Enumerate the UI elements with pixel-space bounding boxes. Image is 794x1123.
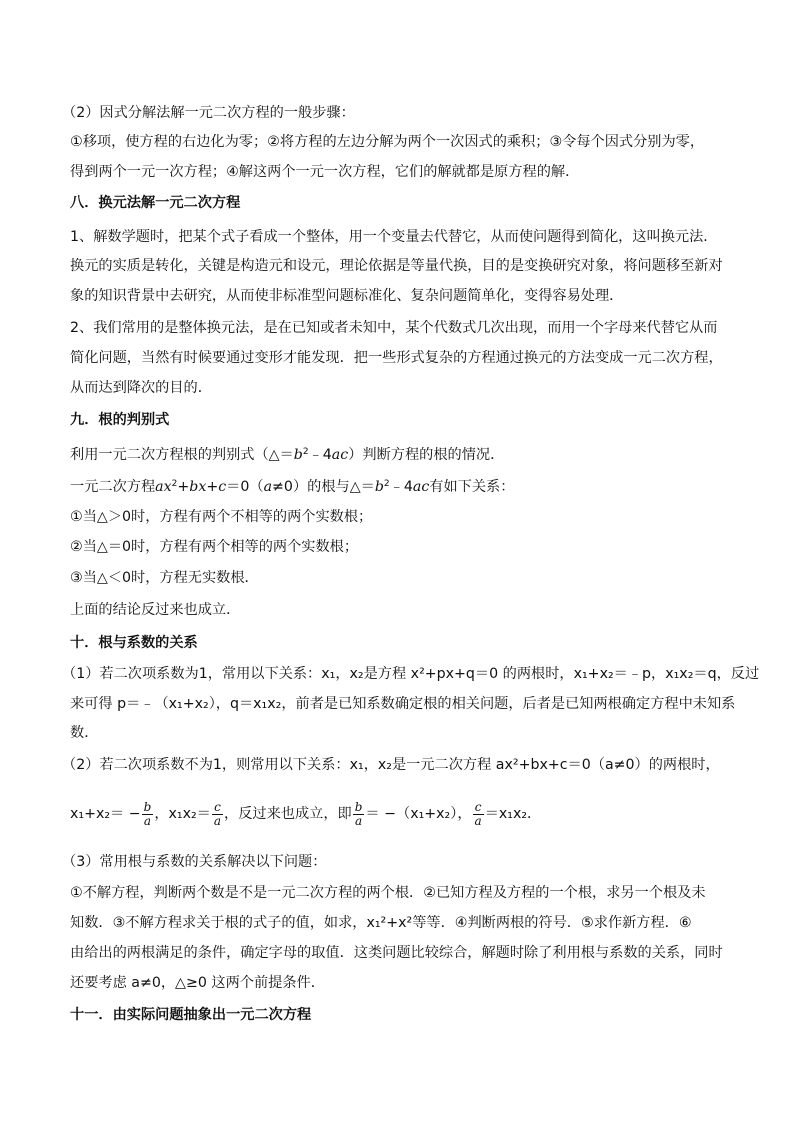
paragraph-line: 来可得 p＝﹣（x₁+x₂），q＝x₁x₂，前者是已知系数确定根的相关问题，后者是已知两根确定方程中未知系 <box>70 696 736 712</box>
paragraph-line: 象的知识背景中去研究，从而使非标准型问题标准化、复杂问题简单化，变得容易处理． <box>70 288 624 304</box>
numerator: b <box>354 799 363 814</box>
paragraph-line: 上面的结论反过来也成立． <box>70 602 241 618</box>
math-var: b <box>374 479 384 495</box>
section-heading-10: 十．根与系数的关系 <box>70 635 198 651</box>
denominator: a <box>143 813 152 828</box>
relation-line <box>70 474 514 497</box>
paragraph-line: 1、解数学题时，把某个式子看成一个整体，用一个变量去代替它，从而使问题得到简化，这叫换元法． <box>70 229 718 245</box>
denominator: a <box>474 813 482 828</box>
text-span: 有如下关系： <box>429 479 515 495</box>
denominator: a <box>355 813 363 828</box>
text-span: ）判断方程的根的情况． <box>348 447 505 463</box>
paragraph-line: （1）若二次项系数为1，常用以下关系：x₁，x₂是方程 x²+px+q＝0 的两根时，x₁+x₂＝﹣p，x₁x₂＝q，反过 <box>62 666 760 682</box>
denominator: a <box>213 813 222 828</box>
paragraph-line: 2、我们常用的是整体换元法，是在已知或者未知中，某个代数式几次出现，而用一个字母来代替它从而 <box>70 320 718 336</box>
text-span: ﹣4 <box>308 447 332 463</box>
math-var: ac <box>331 447 349 463</box>
paragraph-line: （3）常用根与系数的关系解决以下问题： <box>62 854 327 870</box>
text-span: ≠0）的根与△＝ <box>272 479 375 495</box>
math-var: ax <box>155 479 172 495</box>
math-var: a <box>263 479 273 495</box>
text-span: ＝ −（x₁+x₂）， <box>365 806 472 822</box>
text-span: ＝0（ <box>226 479 264 495</box>
paragraph-line: 换元的实质是转化，关键是构造元和设元，理论依据是等量代换，目的是变换研究对象，将问题移至新对 <box>70 258 723 274</box>
numerator: c <box>473 801 484 815</box>
paragraph-line: ①不解方程，判断两个数是不是一元二次方程的两个根．②已知方程及方程的一个根，求另一个根及未 <box>70 885 706 901</box>
paragraph-line: 得到两个一元一次方程；④解这两个一元一次方程，它们的解就都是原方程的解． <box>70 164 580 180</box>
paragraph-line: 知数．③不解方程求关于根的式子的值，如求，x₁²+x²等等．④判断两根的符号．⑤求作新方程．⑥ <box>70 915 692 931</box>
math-var: bx <box>189 479 207 495</box>
fraction-b-over-a <box>353 801 365 828</box>
paragraph-line: 还要考虑 a≠0，△≥0 这两个前提条件． <box>70 975 325 991</box>
text-span: ﹣4 <box>389 479 413 495</box>
paragraph-line: ①移项，使方程的右边化为零；②将方程的左边分解为两个一次因式的乘积；③令每个因式分别为零， <box>70 134 705 150</box>
paragraph-line: 从而达到降次的目的． <box>70 380 212 396</box>
case-line: ③当△＜0时，方程无实数根． <box>70 570 259 586</box>
text-span: x₁+x₂＝ − <box>70 806 141 822</box>
paragraph-line: 数． <box>70 725 99 741</box>
numerator: b <box>143 799 152 814</box>
text-span: 一元二次方程 <box>70 479 156 495</box>
paragraph-line: （2）若二次项系数不为1，则常用以下关系：x₁，x₂是一元二次方程 ax²+bx+c＝0（a≠0）的两根时， <box>62 757 720 773</box>
superscript: 2 <box>383 479 390 489</box>
fraction-b-over-a <box>142 801 154 828</box>
numerator: c <box>212 801 223 815</box>
discriminant-line <box>70 442 504 465</box>
paragraph-line: 由给出的两根满足的条件，确定字母的取值．这类问题比较综合，解题时除了利用根与系数的关系，同时 <box>70 945 723 961</box>
math-var: c <box>218 479 227 495</box>
superscript: 2 <box>171 479 178 489</box>
vieta-formula-line <box>70 796 541 832</box>
fraction-c-over-a <box>473 801 484 828</box>
case-line: ①当△＞0时，方程有两个不相等的两个实数根； <box>70 509 373 525</box>
text-span: + <box>177 479 190 495</box>
text-span: ，x₁x₂＝ <box>154 806 211 822</box>
text-span: ＝x₁x₂． <box>484 806 542 822</box>
superscript: 2 <box>302 447 309 457</box>
text-span: 利用一元二次方程根的判别式（△＝ <box>70 447 294 463</box>
section-heading-11: 十一．由实际问题抽象出一元二次方程 <box>70 1007 312 1023</box>
paragraph-line: 简化问题，当然有时候要通过变形才能发现．把一些形式复杂的方程通过换元的方法变成一元二次方程， <box>70 350 723 366</box>
math-var: b <box>293 447 303 463</box>
step-title-factoring: （2）因式分解法解一元二次方程的一般步骤： <box>62 105 355 121</box>
math-var: ac <box>412 479 430 495</box>
section-heading-8: 八．换元法解一元二次方程 <box>70 195 241 211</box>
case-line: ②当△＝0时，方程有两个相等的两个实数根； <box>70 539 359 555</box>
text-span: + <box>206 479 219 495</box>
text-span: ，反过来也成立，即 <box>224 806 352 822</box>
section-heading-9: 九．根的判别式 <box>70 412 170 428</box>
fraction-c-over-a <box>212 801 223 828</box>
